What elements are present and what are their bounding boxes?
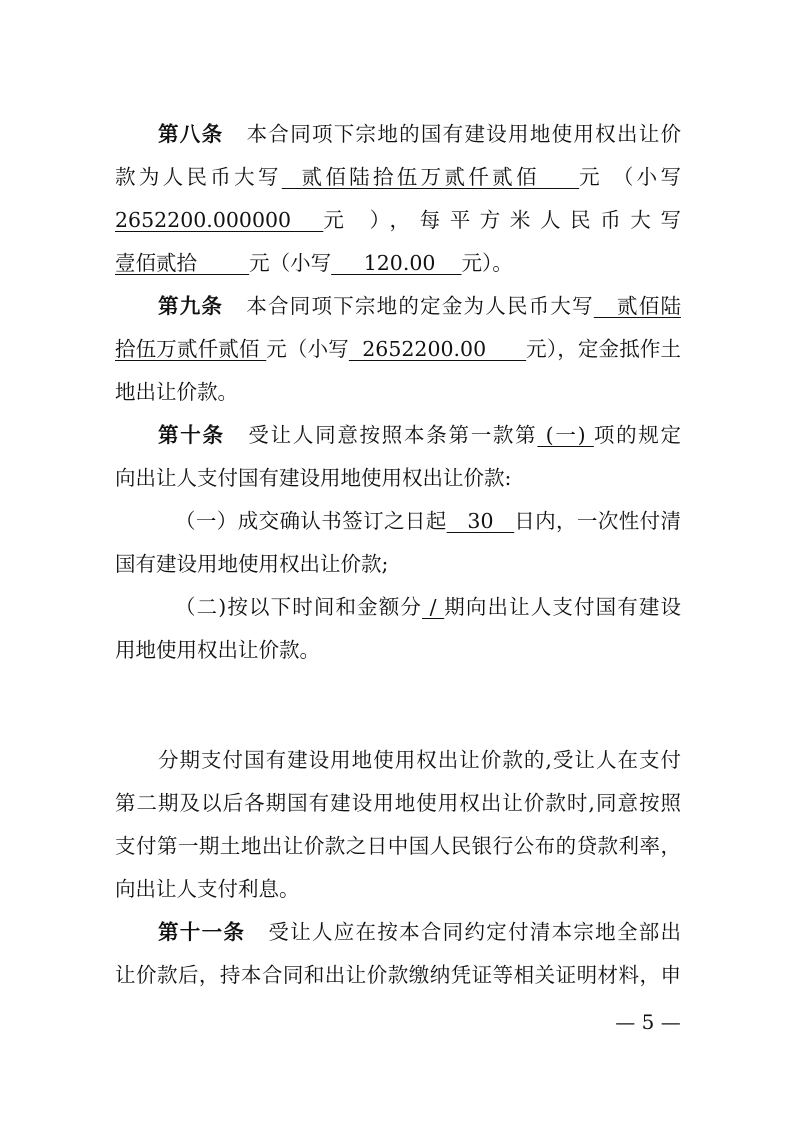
article8-line2 bbox=[115, 155, 681, 199]
page-number: — 5 — bbox=[615, 1010, 681, 1034]
article9-text1a: 本合同项下宗地的定金为人民币大写 bbox=[245, 294, 594, 318]
article11-text2: 让价款后，持本合同和出让价款缴纳凭证等相关证明材料，申 bbox=[115, 963, 681, 987]
article11-heading: 第十一条 bbox=[158, 920, 246, 944]
article11-line1 bbox=[115, 910, 681, 954]
price-upper-field: 贰佰陆拾伍万贰仟贰佰 bbox=[281, 165, 580, 189]
article8-line1 bbox=[115, 112, 681, 156]
article10-line1 bbox=[115, 413, 681, 457]
article10-text1a: 受让人同意按照本条第一款第 bbox=[246, 423, 538, 447]
installment-text4: 向出让人支付利息。 bbox=[115, 877, 300, 901]
installment-line2 bbox=[115, 781, 681, 825]
option2-text-c: 用地使用权出让价款。 bbox=[115, 638, 320, 662]
deposit-lower-field: 2652200.00 bbox=[348, 337, 527, 361]
article8-text4a: 元（小写 bbox=[249, 251, 332, 275]
article8-line4 bbox=[115, 241, 681, 285]
installment-text1: 分期支付国有建设用地使用权出让价款的,受让人在支付 bbox=[158, 748, 681, 772]
installment-text3: 支付第一期土地出让价款之日中国人民银行公布的贷款利率， bbox=[115, 834, 681, 858]
item-choice-field: (一) bbox=[537, 423, 594, 447]
unit-price-lower-field: 120.00 bbox=[331, 251, 462, 275]
price-lower-field: 2652200.000000 bbox=[115, 208, 324, 232]
article10-heading: 第十条 bbox=[158, 423, 225, 447]
article8-line3 bbox=[115, 198, 681, 242]
option1-text-b: 日内，一次性付清 bbox=[514, 509, 681, 533]
article8-text2b: 元 （小写 bbox=[579, 165, 681, 189]
article9-heading: 第九条 bbox=[158, 294, 224, 318]
option2-text-a: （二)按以下时间和金额分 bbox=[175, 595, 423, 619]
option2-text-b: 期向出让人支付国有建设 bbox=[444, 595, 681, 619]
article9-line1 bbox=[115, 284, 681, 328]
installment-line3 bbox=[115, 824, 681, 868]
periods-field: / bbox=[422, 595, 445, 619]
article9-text3: 地出让价款。 bbox=[115, 380, 238, 404]
article10-option1-line1 bbox=[115, 499, 681, 543]
article9-line2 bbox=[115, 327, 681, 371]
article11-text1: 受让人应在按本合同约定付清本宗地全部出 bbox=[267, 920, 681, 944]
article10-text1b: 项的规定 bbox=[593, 423, 681, 447]
days-field: 30 bbox=[446, 509, 515, 533]
article8-text4b: 元）。 bbox=[461, 251, 513, 275]
installment-text2: 第二期及以后各期国有建设用地使用权出让价款时,同意按照 bbox=[115, 791, 681, 815]
option1-text-c: 国有建设用地使用权出让价款; bbox=[115, 552, 389, 576]
unit-price-upper-field: 壹佰贰拾 bbox=[115, 251, 250, 275]
article10-text2: 向出让人支付国有建设用地使用权出让价款: bbox=[115, 466, 512, 490]
article9-text2a: 元（小写 bbox=[266, 337, 349, 361]
option1-text-a: （一）成交确认书签订之日起 bbox=[175, 509, 447, 533]
article8-text2a: 款为人民币大写 bbox=[115, 165, 282, 189]
article10-option2-line1 bbox=[115, 585, 681, 629]
installment-line1 bbox=[115, 738, 681, 782]
article10-option1-line2 bbox=[115, 542, 681, 586]
article9-line3 bbox=[115, 370, 681, 414]
article9-text2b: 元），定金抵作土 bbox=[526, 337, 681, 361]
article10-line2 bbox=[115, 456, 681, 500]
article8-heading: 第八条 bbox=[158, 122, 224, 146]
deposit-upper-field-2: 拾伍万贰仟贰佰 bbox=[115, 337, 267, 361]
article10-option2-line2 bbox=[115, 628, 681, 672]
article8-text1: 本合同项下宗地的国有建设用地使用权出让价 bbox=[245, 122, 681, 146]
article11-line2 bbox=[115, 953, 681, 997]
article8-text3: 元 ），每平方米人民币大写 bbox=[323, 208, 681, 232]
installment-line4 bbox=[115, 867, 681, 911]
deposit-upper-field-1: 贰佰陆 bbox=[593, 294, 681, 318]
